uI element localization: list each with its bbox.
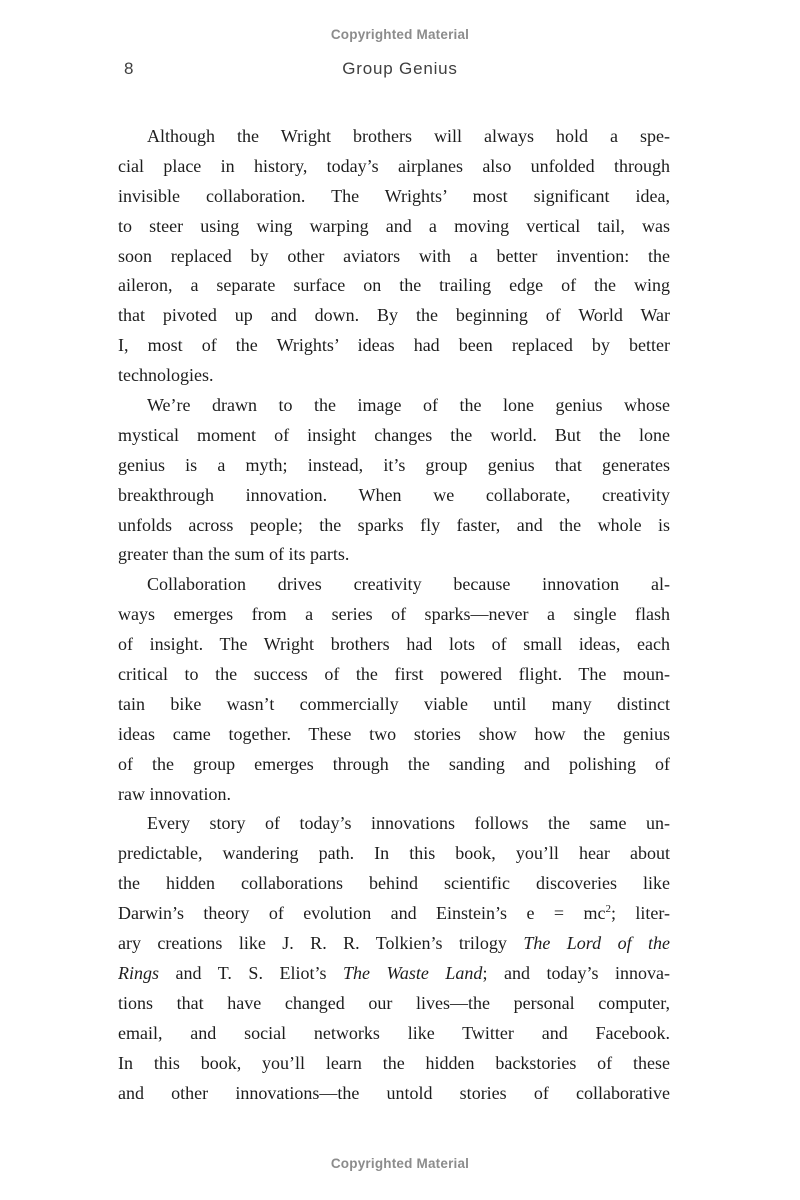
text-line: critical to the success of the first powered flight. The moun- [118, 664, 670, 685]
paragraph [118, 570, 670, 809]
text-line: of the group emerges through the sanding and polishing of [118, 753, 670, 774]
text-line: genius is a myth; instead, it’s group genius that generates [118, 454, 670, 475]
copyright-notice-bottom: Copyrighted Material [330, 1156, 470, 1171]
text-line: unfolds across people; the sparks fly faster, and the whole is [118, 514, 670, 535]
text-line: cial place in history, today’s airplanes also unfolded through [118, 155, 670, 176]
copyright-notice-top: Copyrighted Material [330, 27, 470, 42]
running-head: Group Genius [342, 59, 458, 78]
text-line: Collaboration drives creativity because innovation al- [147, 574, 670, 595]
paragraph [118, 809, 670, 1108]
text-line: Rings and T. S. Eliot’s The Waste Land; and today’s innova- [118, 962, 670, 983]
text-line: tain bike wasn’t commercially viable until many distinct [118, 693, 670, 714]
page-header [0, 59, 800, 83]
text-line: We’re drawn to the image of the lone genius whose [147, 395, 670, 416]
paragraph [118, 391, 670, 570]
text-line: email, and social networks like Twitter and Facebook. [118, 1022, 670, 1043]
text-line: the hidden collaborations behind scientific discoveries like [118, 873, 670, 894]
text-line: soon replaced by other aviators with a better invention: the [118, 245, 670, 266]
text-line: greater than the sum of its parts. [118, 544, 350, 565]
text-line: Darwin’s theory of evolution and Einstein’s $e = mc^2$; liter- [118, 903, 670, 924]
text-line: I, most of the Wrights’ ideas had been replaced by better [118, 335, 670, 356]
text-line: Although the Wright brothers will always hold a spe- [147, 126, 670, 146]
text-line: of insight. The Wright brothers had lots of small ideas, each [118, 634, 670, 655]
body-text [118, 122, 670, 1108]
paragraph [118, 122, 670, 391]
text-line: technologies. [118, 365, 214, 386]
text-line: aileron, a separate surface on the trailing edge of the wing [118, 275, 670, 296]
text-line: and other innovations—the untold stories of collaborative [118, 1082, 670, 1103]
text-line: to steer using wing warping and a moving vertical tail, was [118, 215, 670, 236]
text-line: Every story of today’s innovations follows the same un- [147, 813, 670, 834]
text-line: ways emerges from a series of sparks—never a single flash [118, 604, 670, 625]
text-line: mystical moment of insight changes the world. But the lone [118, 424, 670, 445]
text-line: In this book, you’ll learn the hidden backstories of these [118, 1052, 670, 1073]
text-line: ary creations like J. R. R. Tolkien’s trilogy The Lord of the [118, 933, 670, 954]
text-line: ideas came together. These two stories show how the genius [118, 723, 670, 744]
text-line: invisible collaboration. The Wrights’ most significant idea, [118, 185, 670, 206]
text-line: that pivoted up and down. By the beginning of World War [118, 305, 670, 326]
text-line: tions that have changed our lives—the personal computer, [118, 992, 670, 1013]
text-line: breakthrough innovation. When we collaborate, creativity [118, 484, 670, 505]
text-line: raw innovation. [118, 783, 231, 804]
page-number: 8 [124, 59, 134, 78]
text-line: predictable, wandering path. In this book, you’ll hear about [118, 843, 670, 864]
